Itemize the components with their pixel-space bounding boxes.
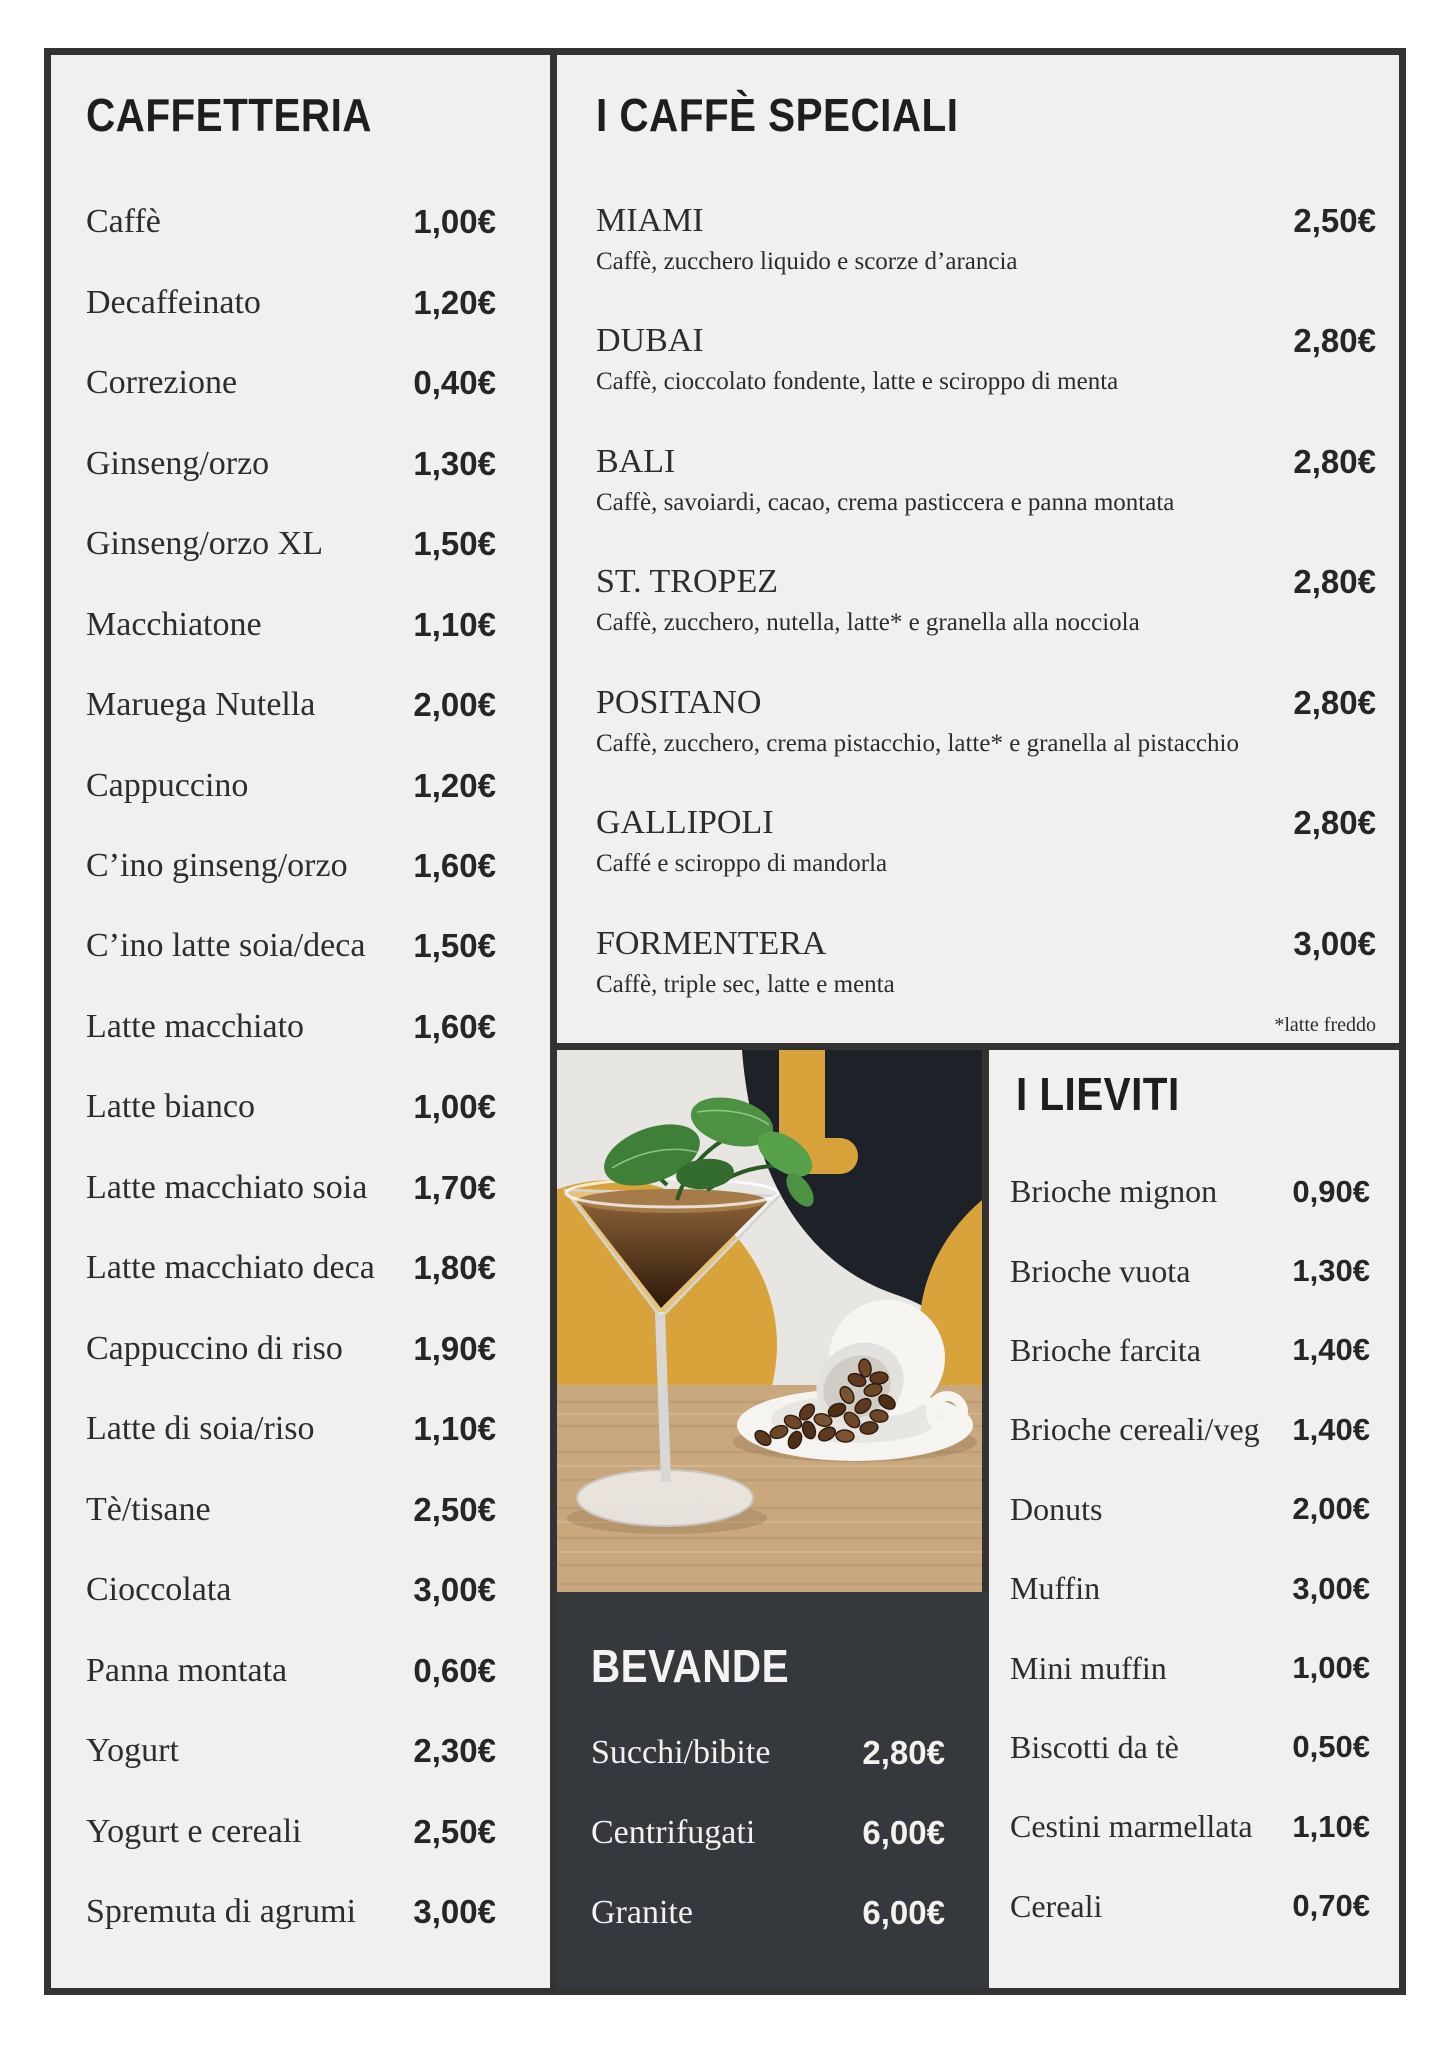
menu-item-price: 0,60€ (413, 1651, 496, 1689)
menu-item-name: Biscotti da tè (1010, 1728, 1179, 1765)
menu-item-name: Yogurt (86, 1732, 179, 1770)
lieviti-item-list (1010, 1152, 1370, 1946)
special-item-name: ST. TROPEZ (596, 563, 778, 601)
section-title-caffetteria: CAFFETTERIA (86, 89, 372, 141)
menu-item-name: Correzione (86, 364, 238, 402)
special-item-description: Caffè, savoiardi, cacao, crema pasticcera e panna montata (596, 488, 1175, 516)
menu-item-row (86, 1630, 496, 1710)
special-item-name: BALI (596, 442, 676, 480)
menu-item-price: 1,40€ (1292, 1411, 1370, 1447)
menu-item-price: 2,00€ (1292, 1491, 1370, 1527)
menu-item-price: 1,20€ (413, 283, 496, 321)
menu-item-row (86, 343, 496, 423)
menu-item-row (86, 745, 496, 825)
menu-item-price: 1,80€ (413, 1249, 496, 1287)
menu-item-row (1010, 1152, 1370, 1231)
special-item-description: Caffè, cioccolato fondente, latte e sciroppo di menta (596, 368, 1119, 396)
special-item-row (596, 198, 1376, 318)
special-item-row (596, 680, 1376, 800)
menu-item-name: Granite (591, 1894, 693, 1931)
special-item-name: MIAMI (596, 202, 704, 239)
menu-item-name: Cestini marmellata (1010, 1808, 1253, 1845)
menu-item-row (86, 1470, 496, 1550)
special-item-name: POSITANO (596, 683, 762, 721)
horizontal-divider (550, 1043, 1399, 1050)
menu-item-row (86, 1550, 496, 1630)
menu-item-price: 0,70€ (1292, 1888, 1370, 1924)
menu-item-name: Latte di soia/riso (86, 1410, 315, 1448)
special-item-description: Caffè, zucchero, crema pistacchio, latte* e granella al pistacchio (596, 729, 1239, 757)
menu-item-name: Donuts (1010, 1490, 1103, 1527)
menu-item-row (86, 1067, 496, 1147)
espresso-martini-photo (557, 1050, 982, 1592)
menu-item-price: 1,10€ (413, 1410, 496, 1448)
menu-item-name: Brioche cereali/veg (1010, 1411, 1260, 1448)
special-item-price: 2,80€ (1293, 804, 1376, 842)
menu-item-name: Spremuta di agrumi (86, 1893, 357, 1931)
special-item-row (596, 559, 1376, 679)
menu-item-price: 0,40€ (413, 364, 496, 402)
menu-item-row (86, 1228, 496, 1308)
photo-illustration (557, 1050, 982, 1592)
special-item-price: 2,80€ (1293, 683, 1376, 721)
menu-item-price: 1,00€ (413, 1088, 496, 1126)
menu-item-price: 6,00€ (862, 1894, 945, 1931)
menu-item-price: 2,50€ (413, 1490, 496, 1528)
menu-item-name: Muffin (1010, 1570, 1101, 1607)
menu-item-row (591, 1793, 945, 1873)
menu-item-price: 1,90€ (413, 1329, 496, 1367)
menu-item-row (86, 1148, 496, 1228)
vertical-divider-left (550, 55, 557, 1988)
special-item-name: DUBAI (596, 322, 704, 360)
menu-item-price: 1,60€ (413, 1007, 496, 1045)
special-item-price: 2,50€ (1293, 202, 1376, 239)
special-item-row (596, 921, 1376, 1041)
menu-item-row (86, 1711, 496, 1791)
menu-item-name: Succhi/bibite (591, 1734, 771, 1771)
menu-item-row (1010, 1231, 1370, 1310)
menu-item-name: Panna montata (86, 1651, 288, 1689)
menu-item-row (86, 987, 496, 1067)
menu-item-name: Macchiatone (86, 605, 262, 643)
menu-item-name: Latte macchiato (86, 1007, 305, 1045)
special-item-description: Caffè, zucchero liquido e scorze d’arancia (596, 248, 1018, 275)
menu-item-name: Latte macchiato soia (86, 1168, 368, 1206)
special-item-name: FORMENTERA (596, 924, 827, 962)
menu-item-price: 3,00€ (413, 1571, 496, 1609)
menu-item-row (1010, 1708, 1370, 1787)
special-item-description: Caffè, triple sec, latte e menta (596, 970, 895, 998)
menu-item-row (86, 1389, 496, 1469)
menu-item-price: 1,40€ (1292, 1332, 1370, 1368)
menu-item-name: Mini muffin (1010, 1649, 1167, 1686)
special-item-description: Caffè, zucchero, nutella, latte* e granella alla nocciola (596, 609, 1140, 637)
menu-item-name: C’ino latte soia/deca (86, 927, 366, 965)
menu-item-price: 1,50€ (413, 927, 496, 965)
menu-item-row (86, 1872, 496, 1952)
bevande-panel (557, 1592, 989, 1988)
menu-item-name: Tè/tisane (86, 1490, 211, 1528)
menu-item-price: 2,50€ (413, 1812, 496, 1850)
menu-frame (44, 48, 1406, 1995)
menu-item-name: Caffè (86, 203, 161, 241)
menu-item-row (86, 906, 496, 986)
menu-item-price: 1,30€ (413, 444, 496, 482)
menu-item-price: 1,10€ (1292, 1808, 1370, 1844)
special-item-price: 2,80€ (1293, 322, 1376, 360)
special-item-row (596, 318, 1376, 438)
menu-item-row (86, 665, 496, 745)
menu-item-price: 1,70€ (413, 1168, 496, 1206)
menu-item-price: 1,00€ (413, 203, 496, 241)
menu-item-row (1010, 1787, 1370, 1866)
menu-item-row (86, 262, 496, 342)
menu-item-row (86, 584, 496, 664)
menu-item-row (1010, 1628, 1370, 1707)
section-title-bevande: BEVANDE (591, 1640, 790, 1692)
menu-item-name: Centrifugati (591, 1814, 756, 1851)
menu-item-price: 3,00€ (413, 1893, 496, 1931)
menu-item-name: C’ino ginseng/orzo (86, 846, 348, 884)
menu-item-row (1010, 1311, 1370, 1390)
menu-item-price: 1,50€ (413, 525, 496, 563)
menu-item-name: Brioche farcita (1010, 1331, 1201, 1368)
speciali-item-list (596, 198, 1376, 1041)
special-item-price: 3,00€ (1293, 924, 1376, 962)
menu-item-row (86, 504, 496, 584)
menu-item-row (86, 1791, 496, 1871)
menu-item-price: 1,10€ (413, 605, 496, 643)
menu-item-row (1010, 1470, 1370, 1549)
menu-item-name: Latte bianco (86, 1088, 255, 1126)
menu-item-price: 1,00€ (1292, 1650, 1370, 1686)
menu-item-name: Brioche vuota (1010, 1252, 1191, 1289)
special-item-row (596, 800, 1376, 920)
menu-item-row (1010, 1390, 1370, 1469)
menu-item-price: 1,60€ (413, 846, 496, 884)
menu-item-name: Maruega Nutella (86, 686, 316, 724)
menu-item-row (591, 1873, 945, 1953)
menu-item-name: Cappuccino (86, 766, 249, 804)
section-title-lieviti: I LIEVITI (1016, 1068, 1180, 1120)
menu-item-price: 0,50€ (1292, 1729, 1370, 1765)
menu-item-row (591, 1713, 945, 1793)
menu-item-row (86, 1309, 496, 1389)
menu-item-price: 1,20€ (413, 766, 496, 804)
menu-item-price: 3,00€ (1292, 1570, 1370, 1606)
menu-item-row (1010, 1549, 1370, 1628)
special-item-price: 2,80€ (1293, 442, 1376, 480)
section-title-speciali: I CAFFÈ SPECIALI (596, 89, 959, 141)
bevande-item-list (591, 1713, 945, 1953)
menu-item-name: Cereali (1010, 1887, 1103, 1924)
menu-item-name: Latte macchiato deca (86, 1249, 375, 1287)
menu-item-name: Ginseng/orzo (86, 444, 270, 482)
menu-item-name: Brioche mignon (1010, 1173, 1218, 1210)
menu-item-name: Cappuccino di riso (86, 1329, 343, 1367)
caffetteria-item-list (86, 182, 496, 1952)
menu-item-price: 2,30€ (413, 1732, 496, 1770)
special-item-price: 2,80€ (1293, 563, 1376, 601)
menu-item-row (1010, 1867, 1370, 1946)
menu-item-name: Decaffeinato (86, 283, 261, 321)
menu-item-price: 6,00€ (862, 1814, 945, 1851)
menu-item-price: 1,30€ (1292, 1253, 1370, 1289)
menu-item-name: Ginseng/orzo XL (86, 525, 324, 563)
special-item-row (596, 439, 1376, 559)
menu-item-price: 2,00€ (413, 686, 496, 724)
menu-item-price: 2,80€ (862, 1734, 945, 1771)
menu-item-row (86, 423, 496, 503)
special-item-name: GALLIPOLI (596, 804, 774, 842)
cold-milk-footnote: *latte freddo (1274, 1014, 1376, 1036)
menu-item-name: Cioccolata (86, 1571, 232, 1609)
special-item-description: Caffé e sciroppo di mandorla (596, 850, 888, 878)
menu-item-price: 0,90€ (1292, 1173, 1370, 1209)
menu-item-row (86, 182, 496, 262)
menu-item-row (86, 826, 496, 906)
menu-item-name: Yogurt e cereali (86, 1812, 302, 1850)
